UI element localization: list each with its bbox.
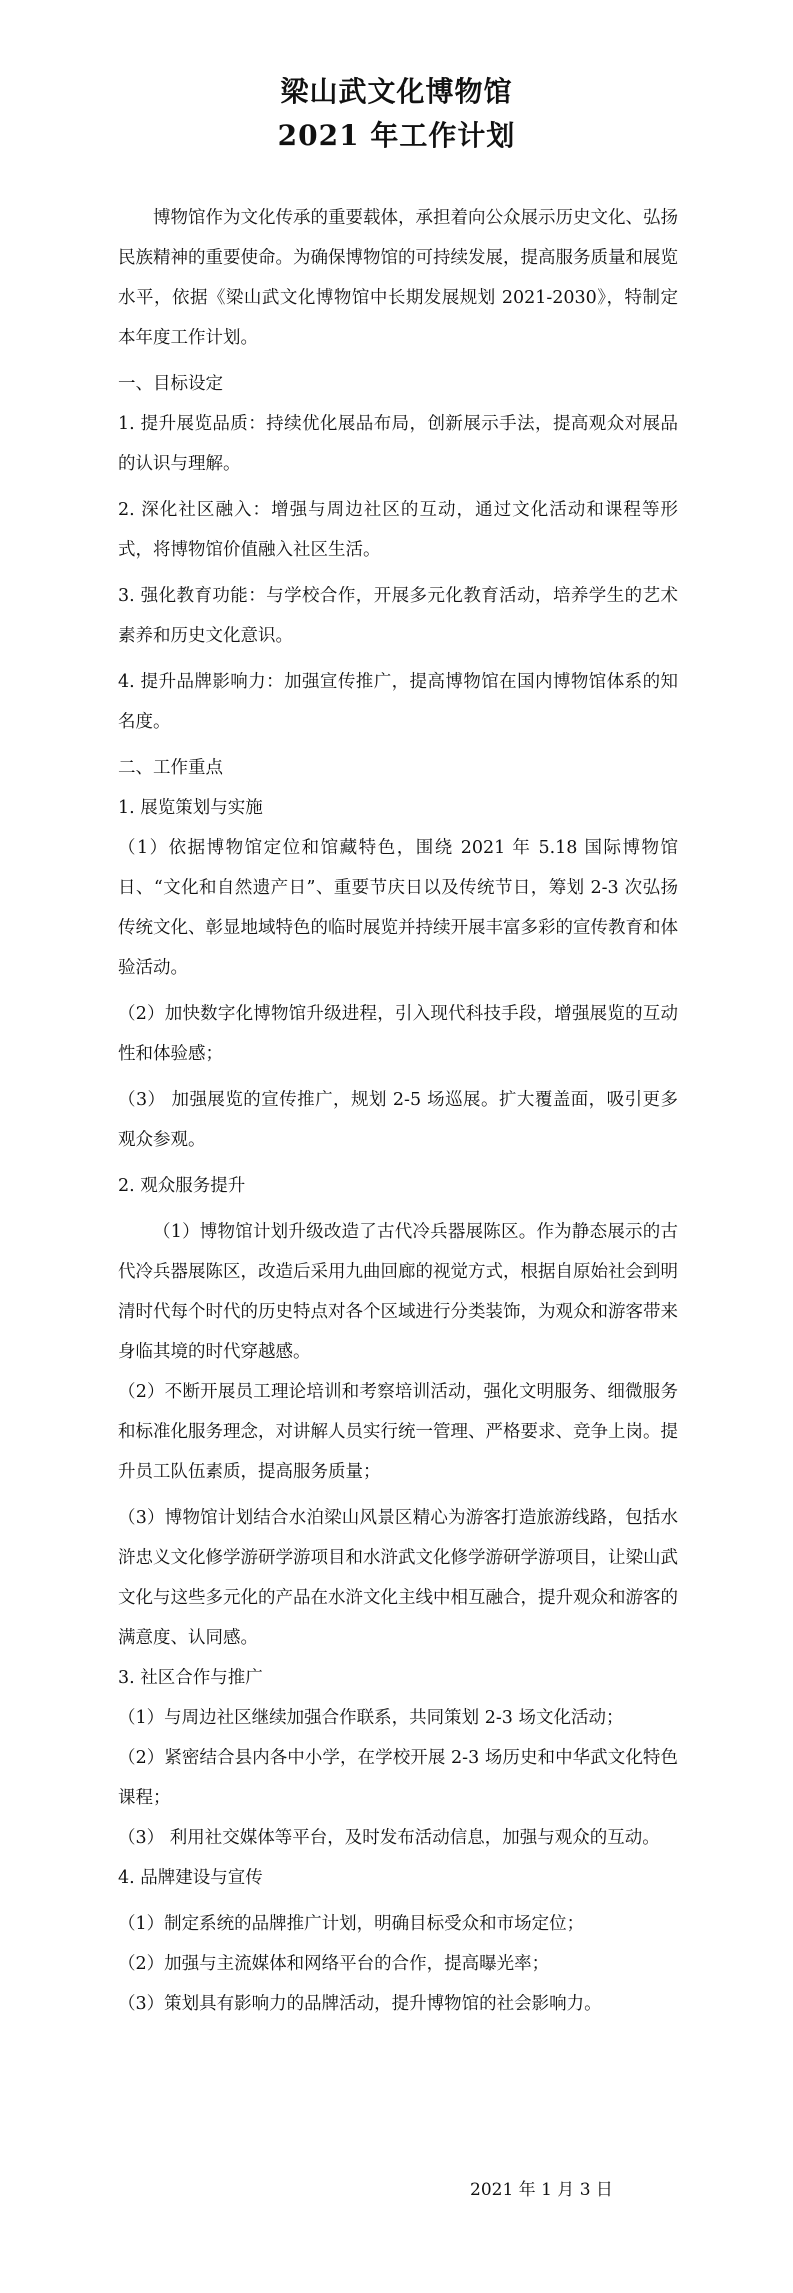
document-subtitle: 2021 年工作计划 [277,119,516,152]
list-item: （2）加快数字化博物馆升级进程，引入现代科技手段，增强展览的互动性和体验感； [118,1004,678,1064]
list-item: （3） 加强展览的宣传推广，规划 2-5 场巡展。扩大覆盖面，吸引更多观众参观。 [118,1090,678,1150]
document-body [118,198,678,2024]
section-heading: 一、目标设定 [118,374,223,394]
subsection-heading: 2. 观众服务提升 [118,1176,246,1196]
list-item: （3） 利用社交媒体等平台，及时发布活动信息，加强与观众的互动。 [118,1828,660,1848]
list-item: 1. 提升展览品质：持续优化展品布局，创新展示手法，提高观众对展品的认识与理解。 [118,414,678,474]
document-title: 梁山武文化博物馆 [280,75,513,108]
list-item: （1）制定系统的品牌推广计划，明确目标受众和市场定位； [118,1914,585,1934]
list-item: 4. 提升品牌影响力：加强宣传推广，提高博物馆在国内博物馆体系的知名度。 [118,672,678,732]
subsection-heading: 1. 展览策划与实施 [118,798,263,818]
list-item: （1）博物馆计划升级改造了古代冷兵器展陈区。作为静态展示的古代冷兵器展陈区，改造后采用九曲回廊的视觉方式，根据自原始社会到明清时代每个时代的历史特点对各个区域进行分类装饰，为观众和游客带来身临其境的时代穿越感。 [118,1222,678,1362]
list-item: （1）与周边社区继续加强合作联系，共同策划 2-3 场文化活动； [118,1708,624,1728]
list-item: （2）加强与主流媒体和网络平台的合作，提高曝光率； [118,1954,550,1974]
list-item: 2. 深化社区融入：增强与周边社区的互动，通过文化活动和课程等形式，将博物馆价值融入社区生活。 [118,500,678,560]
subsection-heading: 4. 品牌建设与宣传 [118,1868,263,1888]
list-item: （2）不断开展员工理论培训和考察培训活动，强化文明服务、细微服务和标准化服务理念，对讲解人员实行统一管理、严格要求、竞争上岗。提升员工队伍素质，提高服务质量； [118,1382,678,1482]
list-item: （1）依据博物馆定位和馆藏特色，围绕 2021 年 5.18 国际博物馆日、“文化和自然遗产日”、重要节庆日以及传统节日，筹划 2-3 次弘扬传统文化、彰显地域特色的临时展览并持续开展丰富多彩的宣传教育和体验活动。 [118,838,678,978]
intro-paragraph: 博物馆作为文化传承的重要载体，承担着向公众展示历史文化、弘扬民族精神的重要使命。为确保博物馆的可持续发展，提高服务质量和展览水平，依据《梁山武文化博物馆中长期发展规划 2021-2030》，特制定本年度工作计划。 [118,208,678,348]
list-item: （3）博物馆计划结合水泊梁山风景区精心为游客打造旅游线路，包括水浒忠义文化修学游研学游项目和水浒武文化修学游研学游项目，让梁山武文化与这些多元化的产品在水浒文化主线中相互融合，提升观众和游客的满意度、认同感。 [118,1508,678,1648]
subsection-heading: 3. 社区合作与推广 [118,1668,263,1688]
document-date: 2021 年 1 月 3 日 [470,2180,613,2200]
list-item: （2）紧密结合县内各中小学，在学校开展 2-3 场历史和中华武文化特色课程； [118,1748,678,1808]
list-item: （3）策划具有影响力的品牌活动，提升博物馆的社会影响力。 [118,1994,602,2014]
section-heading: 二、工作重点 [118,758,223,778]
list-item: 3. 强化教育功能：与学校合作，开展多元化教育活动，培养学生的艺术素养和历史文化意识。 [118,586,678,646]
